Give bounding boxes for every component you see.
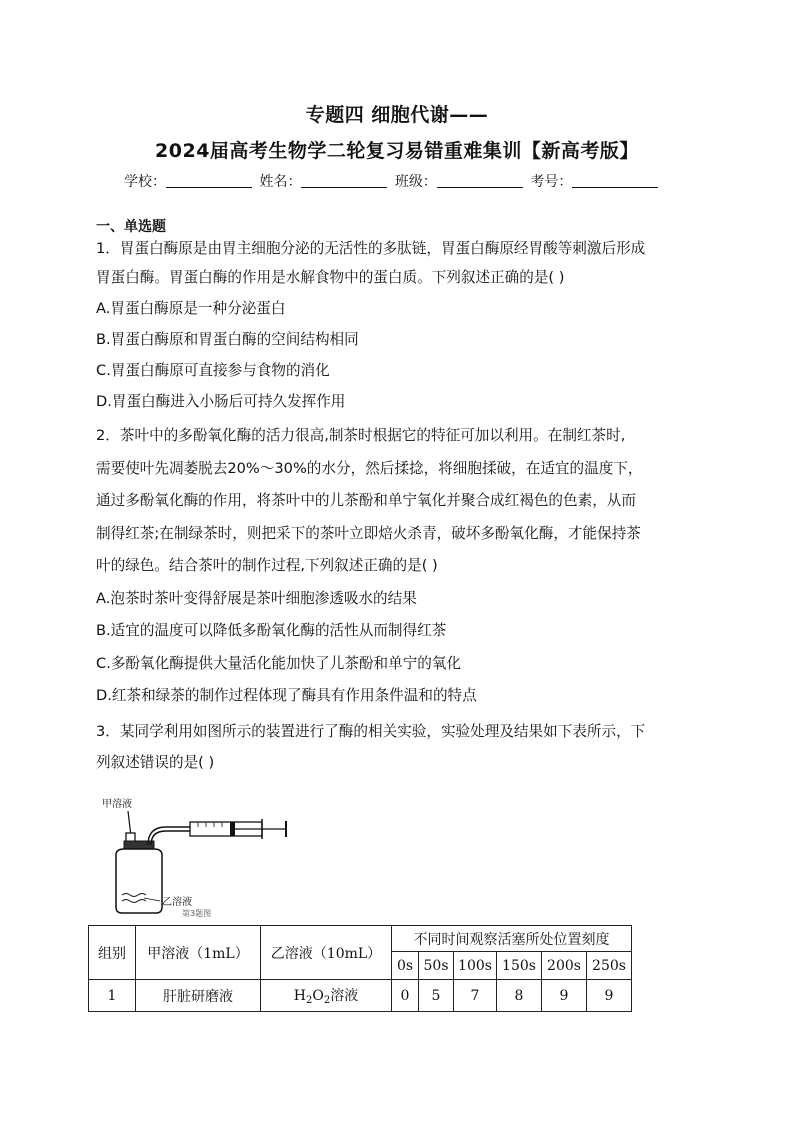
time-header: 0s [392, 952, 419, 980]
cell-solution-a: 肝脏研磨液 [136, 980, 261, 1012]
bottle-body [116, 849, 162, 913]
section-title: 一、单选题 [96, 219, 166, 235]
q2-option-a[interactable]: A.泡茶时茶叶变得舒展是茶叶细胞渗透吸水的结果 [96, 589, 417, 607]
cell-group: 1 [89, 980, 136, 1012]
class-label: 班级： [394, 174, 437, 190]
formula-tail: 溶液 [330, 988, 359, 1004]
figure-label-right: 乙溶液 [162, 897, 192, 908]
student-info-line [124, 171, 661, 191]
figure-label-left: 甲溶液 [102, 799, 132, 810]
connecting-tube-inner [151, 831, 190, 845]
q1-stem-line-2: 胃蛋白酶。胃蛋白酶的作用是水解食物中的蛋白质。下列叙述正确的是( ) [96, 269, 565, 286]
cell-value: 5 [419, 980, 454, 1012]
question-3 [96, 716, 700, 778]
syringe-plunger-head [230, 822, 235, 836]
question-2 [96, 420, 700, 713]
q2-stem-line-1: 2．茶叶中的多酚氧化酶的活力很高,制茶时根据它的特征可加以利用。在制红茶时, [96, 427, 626, 444]
time-header: 150s [497, 952, 542, 980]
name-blank[interactable] [301, 173, 387, 188]
exam-number-blank[interactable] [572, 173, 658, 188]
q1-option-d[interactable]: D.胃蛋白酶进入小肠后可持久发挥作用 [96, 393, 346, 410]
cell-solution-b [261, 980, 392, 1012]
q2-stem-line-3: 通过多酚氧化酶的作用，将茶叶中的儿茶酚和单宁氧化并聚合成红褐色的色素，从而 [96, 492, 636, 509]
title-line-2: 2024届高考生物学二轮复习易错重难集训【新高考版】 [155, 140, 639, 162]
formula-sub-2: 2 [323, 995, 331, 1006]
q2-stem-line-5: 叶的绿色。结合茶叶的制作过程,下列叙述正确的是( ) [96, 557, 438, 574]
formula-o: O [312, 988, 324, 1004]
time-header: 100s [454, 952, 497, 980]
q3-stem-line-1: 3．某同学利用如图所示的装置进行了酶的相关实验，实验处理及结果如下表所示，下 [96, 723, 646, 740]
cell-value: 8 [497, 980, 542, 1012]
time-header: 200s [542, 952, 587, 980]
school-blank[interactable] [166, 173, 252, 188]
q1-option-b[interactable]: B.胃蛋白酶原和胃蛋白酶的空间结构相同 [96, 331, 359, 348]
q1-option-a[interactable]: A.胃蛋白酶原是一种分泌蛋白 [96, 300, 286, 317]
q2-stem-line-4: 制得红茶;在制绿茶时，则把采下的茶叶立即焙火杀青，破坏多酚氧化酶，才能保持茶 [96, 524, 641, 542]
school-label: 学校： [124, 174, 166, 190]
header-time-observation: 不同时间观察活塞所处位置刻度 [392, 926, 632, 952]
figure-caption: 第3题图 [182, 909, 212, 917]
q2-option-c[interactable]: C.多酚氧化酶提供大量活化能加快了儿茶酚和单宁的氧化 [96, 654, 462, 672]
header-group: 组别 [89, 926, 136, 980]
experiment-table [88, 925, 632, 1012]
exam-number-label: 考号： [530, 174, 573, 190]
q2-option-b[interactable]: B.适宜的温度可以降低多酚氧化酶的活性从而制得红茶 [96, 622, 447, 639]
time-header: 50s [419, 952, 454, 980]
table-row [89, 980, 632, 1012]
title-line-1: 专题四 细胞代谢—— [305, 104, 489, 126]
cell-value: 9 [542, 980, 587, 1012]
cell-value: 7 [454, 980, 497, 1012]
syringe-apparatus-figure [100, 793, 300, 917]
name-label: 姓名： [259, 174, 302, 190]
time-header: 250s [587, 952, 632, 980]
q1-stem-line-1: 1．胃蛋白酶原是由胃主细胞分泌的无活性的多肽链，胃蛋白酶原经胃酸等刺激后形成 [96, 240, 646, 257]
cell-value: 9 [587, 980, 632, 1012]
question-1 [96, 234, 700, 416]
header-solution-a: 甲溶液（1mL） [136, 926, 261, 980]
formula-sub-1: 2 [305, 995, 313, 1006]
formula-h: H [293, 988, 306, 1004]
q2-stem-line-2: 需要使叶先凋萎脱去20%～30%的水分，然后揉捻，将细胞揉破，在适宜的温度下， [96, 459, 643, 477]
header-solution-b: 乙溶液（10mL） [261, 926, 392, 980]
q1-option-c[interactable]: C.胃蛋白酶原可直接参与食物的消化 [96, 362, 330, 379]
q3-stem-line-2: 列叙述错误的是( ) [96, 754, 215, 771]
class-blank[interactable] [437, 173, 523, 188]
cell-value: 0 [392, 980, 419, 1012]
q2-option-d[interactable]: D.红茶和绿茶的制作过程体现了酶具有作用条件温和的特点 [96, 687, 477, 704]
